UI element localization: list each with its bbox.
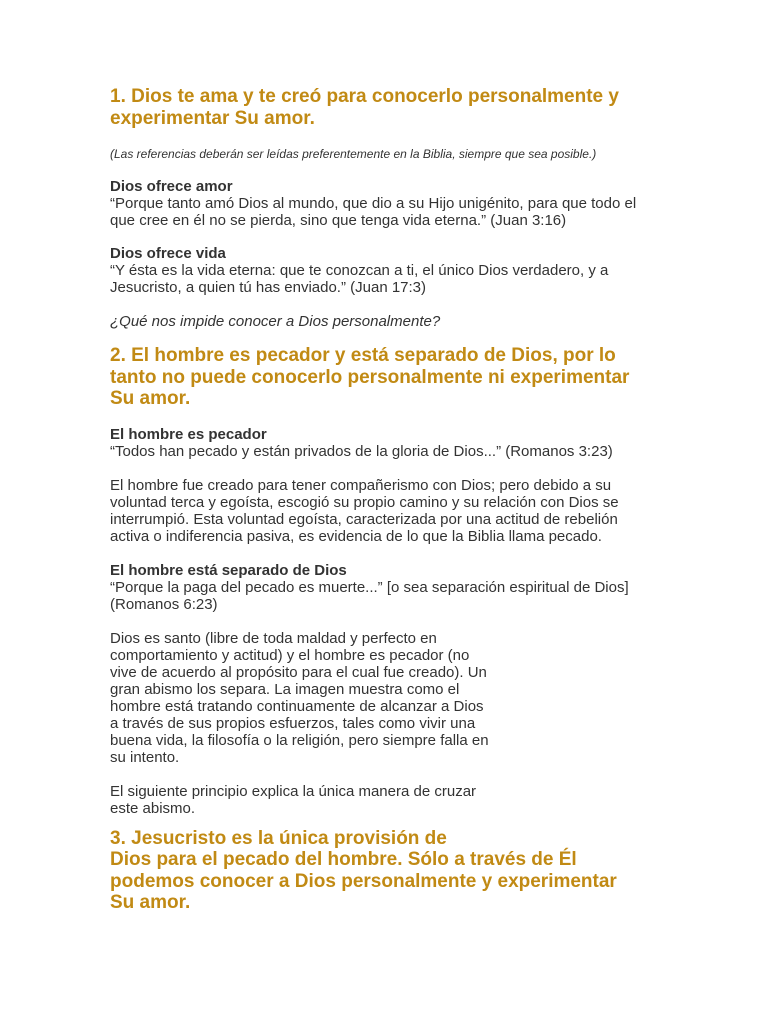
man-separated-label: El hombre está separado de Dios [110, 561, 347, 579]
god-offers-life-label: Dios ofrece vida [110, 245, 226, 262]
man-is-sinner-label: El hombre es pecador [110, 425, 267, 443]
next-principle-paragraph: El siguiente principio explica la única manera de cruzar este abismo. [110, 782, 477, 817]
god-offers-love-text: “Porque tanto amó Dios al mundo, que dio a su Hijo unigénito, para que todo el que cree en él no se pierda, sino que tenga vida eterna.” (Juan 3:16) [110, 195, 637, 229]
god-offers-life-text: “Y ésta es la vida eterna: que te conozcan a ti, el único Dios verdadero, y a Jesucristo, a quien tú has enviado.” (Juan 17:3) [110, 262, 609, 296]
man-is-sinner-text: “Todos han pecado y están privados de la gloria de Dios...” (Romanos 3:23) [110, 442, 613, 460]
section-2-heading: 2. El hombre es pecador y está separado de Dios, por lo tanto no puede conocerlo personalmente ni experimentar Su amor. [110, 345, 630, 409]
section-3-heading: 3. Jesucristo es la única provisión de Dios para el pecado del hombre. Sólo a través de Él podemos conocer a Dios personalmente y experimentar Su amor. [110, 827, 617, 913]
section-1-heading: 1. Dios te ama y te creó para conocerlo personalmente y experimentar Su amor. [110, 86, 619, 129]
god-is-holy-paragraph: Dios es santo (libre de toda maldad y perfecto en comportamiento y actitud) y el hombre es pecador (no vive de acuerdo al propósito para el cual fue creado). Un gran abismo los separa. La imagen muestra como el hombre está tratando continuamente de alcanzar a Dios a través de sus propios esfuerzos, tales como vivir una buena vida, la filosofía o la religión, pero siempre falla en su intento. [110, 629, 489, 766]
transition-question: ¿Qué nos impide conocer a Dios personalmente? [110, 313, 441, 330]
god-offers-love-label: Dios ofrece amor [110, 178, 233, 195]
document-page [110, 86, 670, 914]
man-separated-text: “Porque la paga del pecado es muerte...” [o sea separación espiritual de Dios] (Romanos 6:23) [110, 578, 629, 613]
reference-note: (Las referencias deberán ser leídas preferentemente en la Biblia, siempre que sea posible.) [110, 147, 597, 161]
man-created-paragraph: El hombre fue creado para tener compañerismo con Dios; pero debido a su voluntad terca y egoísta, escogió su propio camino y su relación con Dios se interrumpió. Esta voluntad egoísta, caracterizada por una actitud de rebelión activa o indiferencia pasiva, es evidencia de lo que la Biblia llama pecado. [110, 476, 619, 545]
